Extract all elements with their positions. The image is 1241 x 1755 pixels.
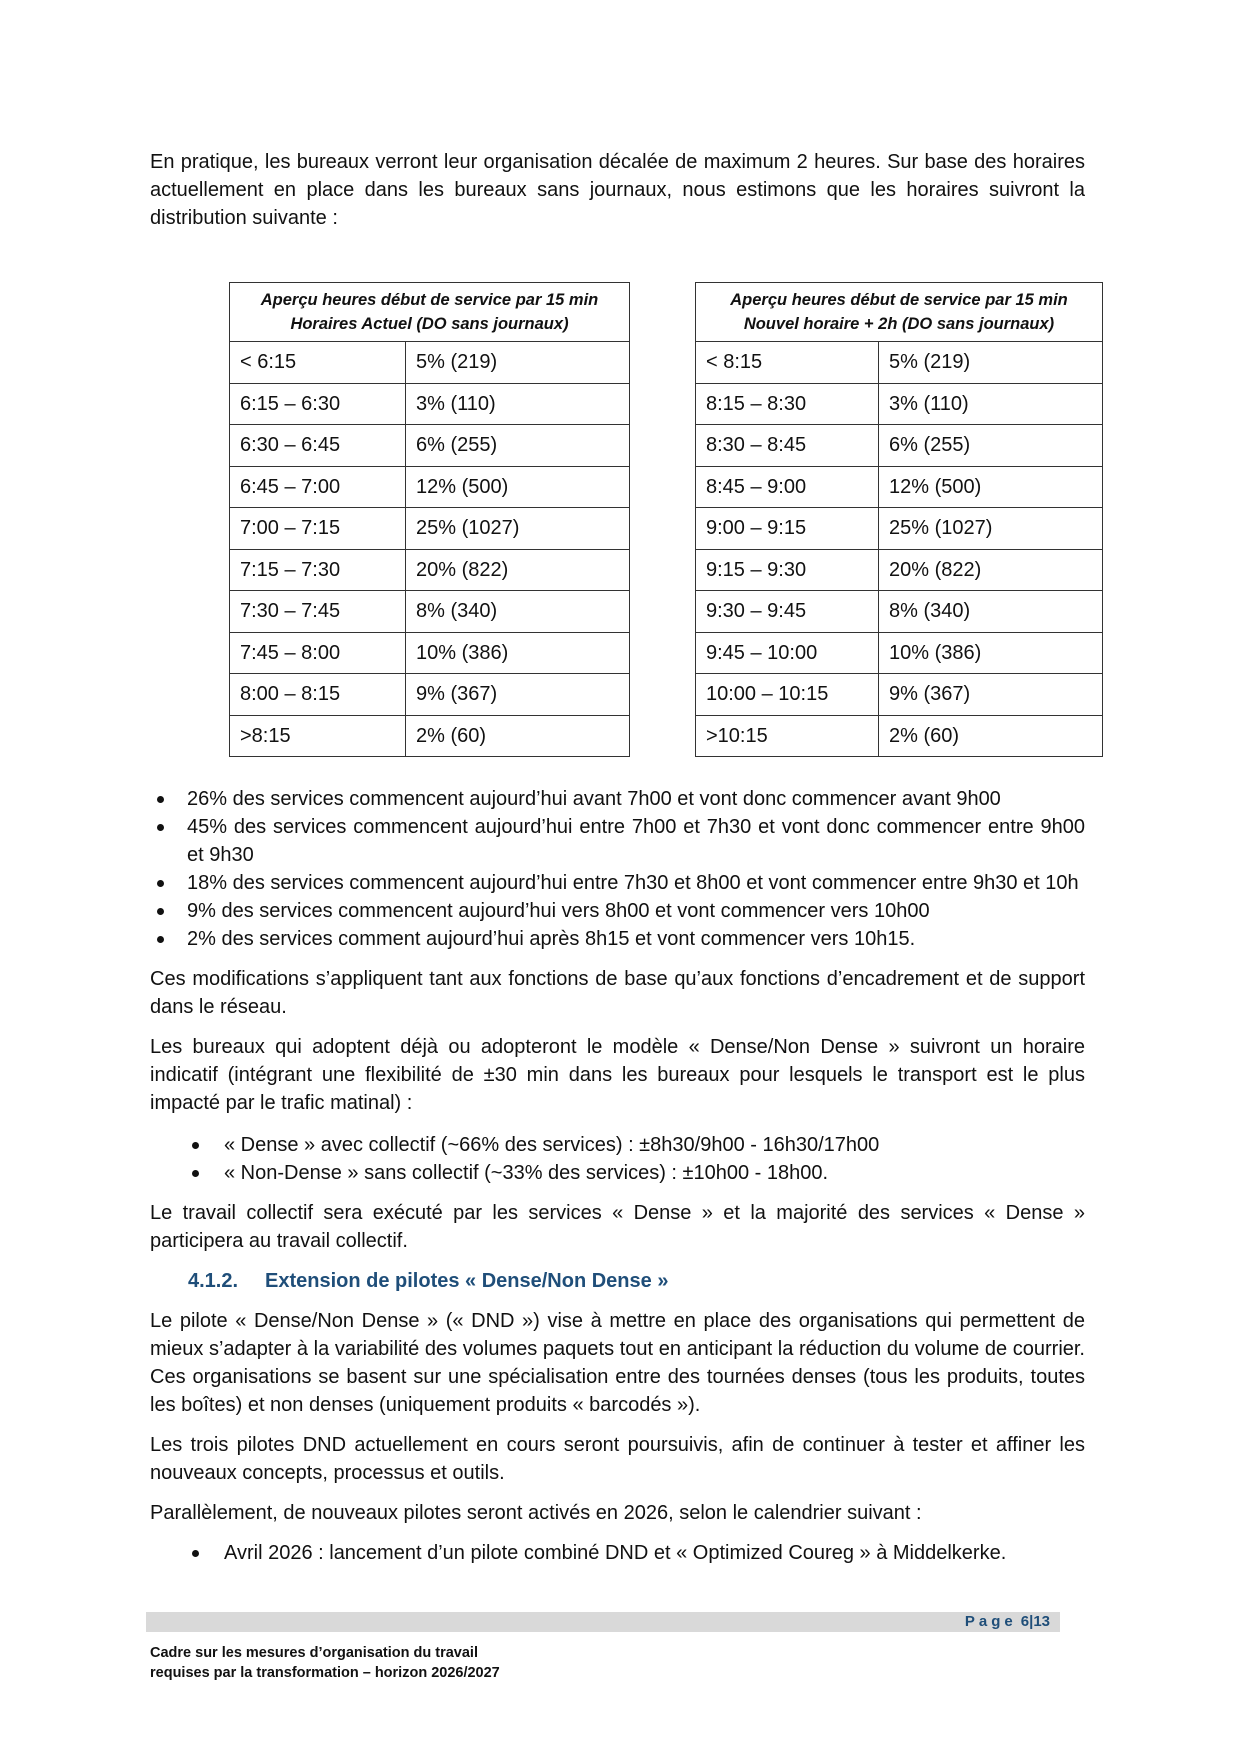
table-row	[696, 549, 1103, 591]
pilote-paragraph: Le pilote « Dense/Non Dense » (« DND ») vise à mettre en place des organisations qui permettent de mieux s’adapter à la variabilité des volumes paquets tout en anticipant la réduction du volume de courrier. Ces organisations se basent sur une spécialisation entre des tournées denses (tous les produits, toutes les boîtes) et non denses (uniquement produits « barcodés »).	[150, 1310, 1085, 1416]
share-cell: 10% (386)	[406, 632, 630, 674]
page-total: 13	[1033, 1613, 1050, 1630]
share-cell: 10% (386)	[879, 632, 1103, 674]
share-cell: 3% (110)	[879, 383, 1103, 425]
share-cell: 25% (1027)	[879, 508, 1103, 550]
list-item-text: « Non-Dense » sans collectif (~33% des services) : ±10h00 - 18h00.	[224, 1162, 829, 1184]
new-table-header-line1: Aperçu heures début de service par 15 min	[730, 291, 1068, 309]
dense-model-paragraph: Les bureaux qui adoptent déjà ou adopteront le modèle « Dense/Non Dense » suivront un horaire indicatif (intégrant une flexibilité de ±30 min dans les bureaux pour lesquels le transport est le plus impacté par le trafic matinal) :	[150, 1036, 1085, 1114]
time-slot-cell: 8:00 – 8:15	[230, 674, 406, 716]
dense-schedule-bullet-list	[150, 1131, 1085, 1187]
time-slot-cell: 7:00 – 7:15	[230, 508, 406, 550]
share-cell: 5% (219)	[406, 342, 630, 384]
document-body	[150, 148, 1085, 1567]
schedule-tables	[150, 282, 1085, 785]
time-slot-cell: 6:30 – 6:45	[230, 425, 406, 467]
table-row	[230, 591, 630, 633]
time-slot-cell: 9:00 – 9:15	[696, 508, 879, 550]
page-label: Page	[964, 1613, 1017, 1630]
table-row	[230, 425, 630, 467]
list-item	[150, 869, 1085, 897]
table-row	[696, 715, 1103, 757]
current-table-header-line2: Horaires Actuel (DO sans journaux)	[290, 315, 569, 333]
table-row	[230, 632, 630, 674]
current-table-header	[230, 283, 630, 342]
time-slot-cell: < 6:15	[230, 342, 406, 384]
table-row	[696, 383, 1103, 425]
section-title: Extension de pilotes « Dense/Non Dense »	[265, 1270, 669, 1292]
table-row	[696, 466, 1103, 508]
section-number: 4.1.2.	[188, 1270, 239, 1292]
share-cell: 6% (255)	[406, 425, 630, 467]
share-cell: 25% (1027)	[406, 508, 630, 550]
time-slot-cell: 9:45 – 10:00	[696, 632, 879, 674]
table-row	[696, 591, 1103, 633]
list-item	[150, 925, 1085, 953]
current-schedule-table	[229, 282, 630, 757]
time-slot-cell: 10:00 – 10:15	[696, 674, 879, 716]
new-schedule-table	[695, 282, 1103, 757]
page-current: 6	[1020, 1613, 1030, 1630]
time-slot-cell: 7:15 – 7:30	[230, 549, 406, 591]
share-cell: 2% (60)	[879, 715, 1103, 757]
table-row	[230, 342, 630, 384]
list-item-text: 18% des services commencent aujourd’hui entre 7h30 et 8h00 et vont commencer entre 9h30 et 10h	[187, 872, 1079, 894]
time-slot-cell: < 8:15	[696, 342, 879, 384]
bullet-icon	[157, 936, 164, 943]
section-heading	[150, 1267, 1085, 1295]
current-table-header-line1: Aperçu heures début de service par 15 min	[260, 291, 599, 309]
list-item-text: 45% des services commencent aujourd’hui entre 7h00 et 7h30 et vont donc commencer entre 9h00 et 9h30	[187, 816, 1085, 866]
share-cell: 8% (340)	[879, 591, 1103, 633]
list-item	[150, 897, 1085, 925]
table-row	[696, 342, 1103, 384]
parallele-paragraph: Parallèlement, de nouveaux pilotes seront activés en 2026, selon le calendrier suivant :	[150, 1502, 922, 1524]
time-slot-cell: 6:15 – 6:30	[230, 383, 406, 425]
table-row	[230, 383, 630, 425]
time-slot-cell: 7:30 – 7:45	[230, 591, 406, 633]
page-number-band	[146, 1612, 1060, 1632]
footer-line1: Cadre sur les mesures d’organisation du travail	[150, 1645, 478, 1661]
document-footer	[150, 1643, 500, 1683]
bullet-icon	[192, 1170, 199, 1177]
time-slot-cell: 9:30 – 9:45	[696, 591, 879, 633]
share-cell: 6% (255)	[879, 425, 1103, 467]
share-cell: 12% (500)	[406, 466, 630, 508]
share-cell: 9% (367)	[406, 674, 630, 716]
new-table-header-line2: Nouvel horaire + 2h (DO sans journaux)	[743, 315, 1055, 333]
time-slot-cell: >8:15	[230, 715, 406, 757]
list-item	[150, 1131, 1085, 1159]
list-item	[150, 813, 1085, 869]
list-item	[150, 1539, 1085, 1567]
list-item	[150, 785, 1085, 813]
share-cell: 9% (367)	[879, 674, 1103, 716]
table-row	[230, 674, 630, 716]
share-cell: 20% (822)	[879, 549, 1103, 591]
list-item	[150, 1159, 1085, 1187]
share-cell: 2% (60)	[406, 715, 630, 757]
distribution-bullet-list	[150, 785, 1085, 953]
page-number	[965, 1612, 1050, 1632]
bullet-icon	[192, 1142, 199, 1149]
share-cell: 8% (340)	[406, 591, 630, 633]
time-slot-cell: 7:45 – 8:00	[230, 632, 406, 674]
list-item-text: 9% des services commencent aujourd’hui vers 8h00 et vont commencer vers 10h00	[187, 900, 930, 922]
table-row	[230, 466, 630, 508]
list-item-text: « Dense » avec collectif (~66% des services) : ±8h30/9h00 - 16h30/17h00	[224, 1134, 880, 1156]
share-cell: 12% (500)	[879, 466, 1103, 508]
table-row	[230, 549, 630, 591]
table-row	[696, 632, 1103, 674]
time-slot-cell: 8:15 – 8:30	[696, 383, 879, 425]
time-slot-cell: 6:45 – 7:00	[230, 466, 406, 508]
list-item-text: Avril 2026 : lancement d’un pilote combiné DND et « Optimized Coureg » à Middelkerke.	[224, 1542, 1007, 1564]
bullet-icon	[157, 824, 164, 831]
time-slot-cell: >10:15	[696, 715, 879, 757]
list-item-text: 26% des services commencent aujourd’hui avant 7h00 et vont donc commencer avant 9h00	[187, 788, 1001, 810]
bullet-icon	[157, 796, 164, 803]
time-slot-cell: 8:45 – 9:00	[696, 466, 879, 508]
bullet-icon	[192, 1550, 199, 1557]
intro-paragraph: En pratique, les bureaux verront leur organisation décalée de maximum 2 heures. Sur base des horaires actuellement en place dans les bureaux sans journaux, nous estimons que les horaires suivront la distribution suivante :	[150, 151, 1085, 229]
collectif-paragraph: Le travail collectif sera exécuté par les services « Dense » et la majorité des services « Dense » participera au travail collectif.	[150, 1202, 1085, 1252]
trois-pilotes-paragraph: Les trois pilotes DND actuellement en cours seront poursuivis, afin de continuer à tester et affiner les nouveaux concepts, processus et outils.	[150, 1434, 1085, 1484]
share-cell: 20% (822)	[406, 549, 630, 591]
page-separator: |	[1029, 1613, 1034, 1630]
table-row	[696, 425, 1103, 467]
table-row	[230, 715, 630, 757]
list-item-text: 2% des services comment aujourd’hui après 8h15 et vont commencer vers 10h15.	[187, 928, 916, 950]
time-slot-cell: 9:15 – 9:30	[696, 549, 879, 591]
share-cell: 3% (110)	[406, 383, 630, 425]
table-row	[696, 674, 1103, 716]
bullet-icon	[157, 880, 164, 887]
footer-line2: requises par la transformation – horizon 2026/2027	[150, 1665, 500, 1681]
new-table-header	[696, 283, 1103, 342]
share-cell: 5% (219)	[879, 342, 1103, 384]
bullet-icon	[157, 908, 164, 915]
table-row	[230, 508, 630, 550]
modifications-paragraph: Ces modifications s’appliquent tant aux fonctions de base qu’aux fonctions d’encadrement et de support dans le réseau.	[150, 968, 1085, 1018]
calendar-bullet-list	[150, 1539, 1085, 1567]
time-slot-cell: 8:30 – 8:45	[696, 425, 879, 467]
table-row	[696, 508, 1103, 550]
